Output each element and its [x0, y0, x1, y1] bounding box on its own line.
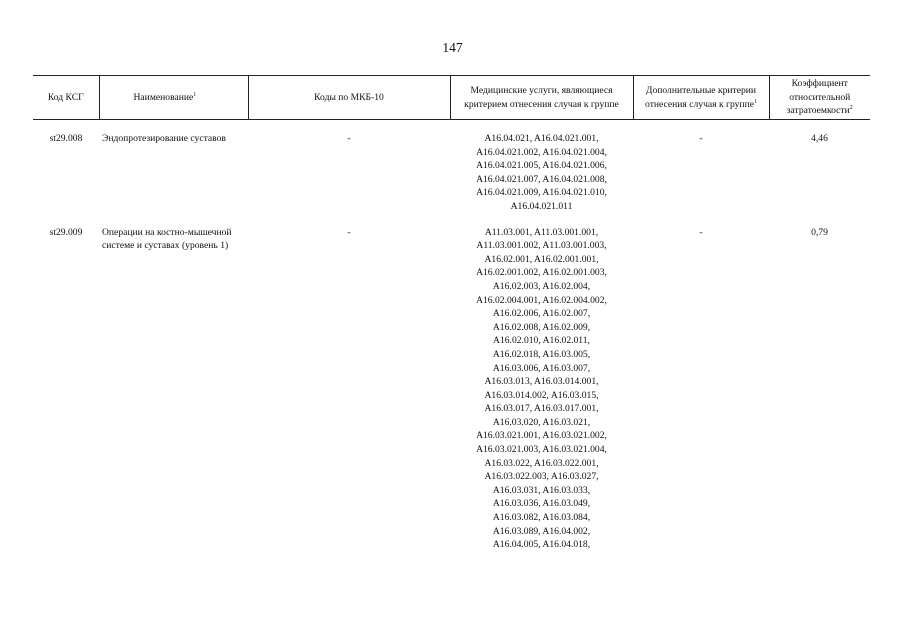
page-number: 147	[442, 40, 463, 55]
header-coefficient: Коэффициент относительной затратоемкости$^2$	[769, 76, 870, 120]
service-line: A16.03.022, A16.03.022.001,	[484, 457, 599, 469]
row-code: st29.009	[49, 226, 83, 238]
service-line: A16.02.010, A16.02.011,	[493, 335, 590, 347]
table-row	[33, 132, 870, 214]
service-line: A16.03.021.003, A16.03.021.004,	[476, 444, 607, 456]
header-code: Код КСГ	[33, 76, 99, 120]
header-name: Наименование$^1$	[99, 76, 248, 120]
service-line: A16.02.006, A16.02.007,	[492, 308, 591, 320]
service-line: A16.04.021.002, A16.04.021.004,	[476, 146, 607, 158]
service-line: A16.04.021.009, A16.04.021.010,	[476, 187, 607, 199]
service-line: A16.03.089, A16.04.002,	[492, 525, 591, 537]
row-name: Операции на костно-мышечной системе и суставах (уровень 1)	[102, 226, 232, 252]
service-line: A16.03.020, A16.03.021,	[492, 416, 591, 428]
row-icd: -	[347, 226, 351, 238]
ksg-table	[33, 75, 870, 552]
service-line: A16.03.031, A16.03.033,	[492, 484, 591, 496]
header-coefficient-footnote: 2	[849, 105, 853, 112]
row-additional: -	[699, 133, 703, 144]
service-line: A11.03.001, A11.03.001.001,	[484, 226, 599, 238]
service-line: A16.02.004.001, A16.02.004.002,	[476, 294, 607, 306]
row-icd: -	[347, 133, 351, 144]
service-line: A16.03.006, A16.03.007,	[492, 362, 591, 374]
service-line: A16.03.021.001, A16.03.021.002,	[476, 430, 607, 442]
service-line: A16.03.036, A16.03.049,	[492, 498, 591, 510]
row-code: st29.008	[49, 133, 83, 144]
row-services	[450, 226, 633, 552]
table-row	[33, 226, 870, 552]
row-coefficient: 4,46	[811, 133, 828, 144]
service-line: A11.03.001.002, A11.03.001.003,	[476, 240, 607, 252]
header-name-footnote: 1	[193, 91, 197, 98]
service-line: A16.04.021.007, A16.04.021.008,	[476, 173, 607, 185]
service-line: A16.02.008, A16.02.009,	[492, 321, 591, 333]
service-line: A16.03.082, A16.03.084,	[492, 512, 591, 524]
service-line: A16.03.014.002, A16.03.015,	[484, 389, 599, 401]
row-coefficient: 0,79	[811, 226, 828, 238]
service-line: A16.02.001.002, A16.02.001.003,	[476, 267, 607, 279]
header-icd: Коды по МКБ-10	[248, 76, 450, 120]
service-line: A16.04.005, A16.04.018,	[492, 539, 591, 551]
row-additional: -	[699, 226, 703, 238]
service-line: A16.02.001, A16.02.001.001,	[484, 253, 599, 265]
service-line: A16.03.022.003, A16.03.027,	[484, 471, 599, 483]
header-additional: Дополнительные критерии отнесения случая к группе$^1$	[633, 76, 769, 120]
service-line: A16.03.013, A16.03.014.001,	[484, 376, 599, 388]
table-header-row	[33, 76, 870, 120]
service-line: A16.04.021.005, A16.04.021.006,	[476, 160, 607, 172]
service-line: A16.02.003, A16.02.004,	[492, 280, 591, 292]
service-line: A16.04.021, A16.04.021.001,	[484, 133, 599, 144]
row-services	[450, 132, 633, 214]
header-services: Медицинские услуги, являющиеся критерием отнесения случая к группе	[450, 76, 633, 120]
service-line: A16.02.018, A16.03.005,	[492, 348, 591, 360]
service-line: A16.03.017, A16.03.017.001,	[484, 403, 599, 415]
header-additional-footnote: 1	[753, 98, 757, 105]
row-name: Эндопротезирование суставов	[102, 133, 226, 144]
service-line: A16.04.021.011	[510, 200, 573, 212]
